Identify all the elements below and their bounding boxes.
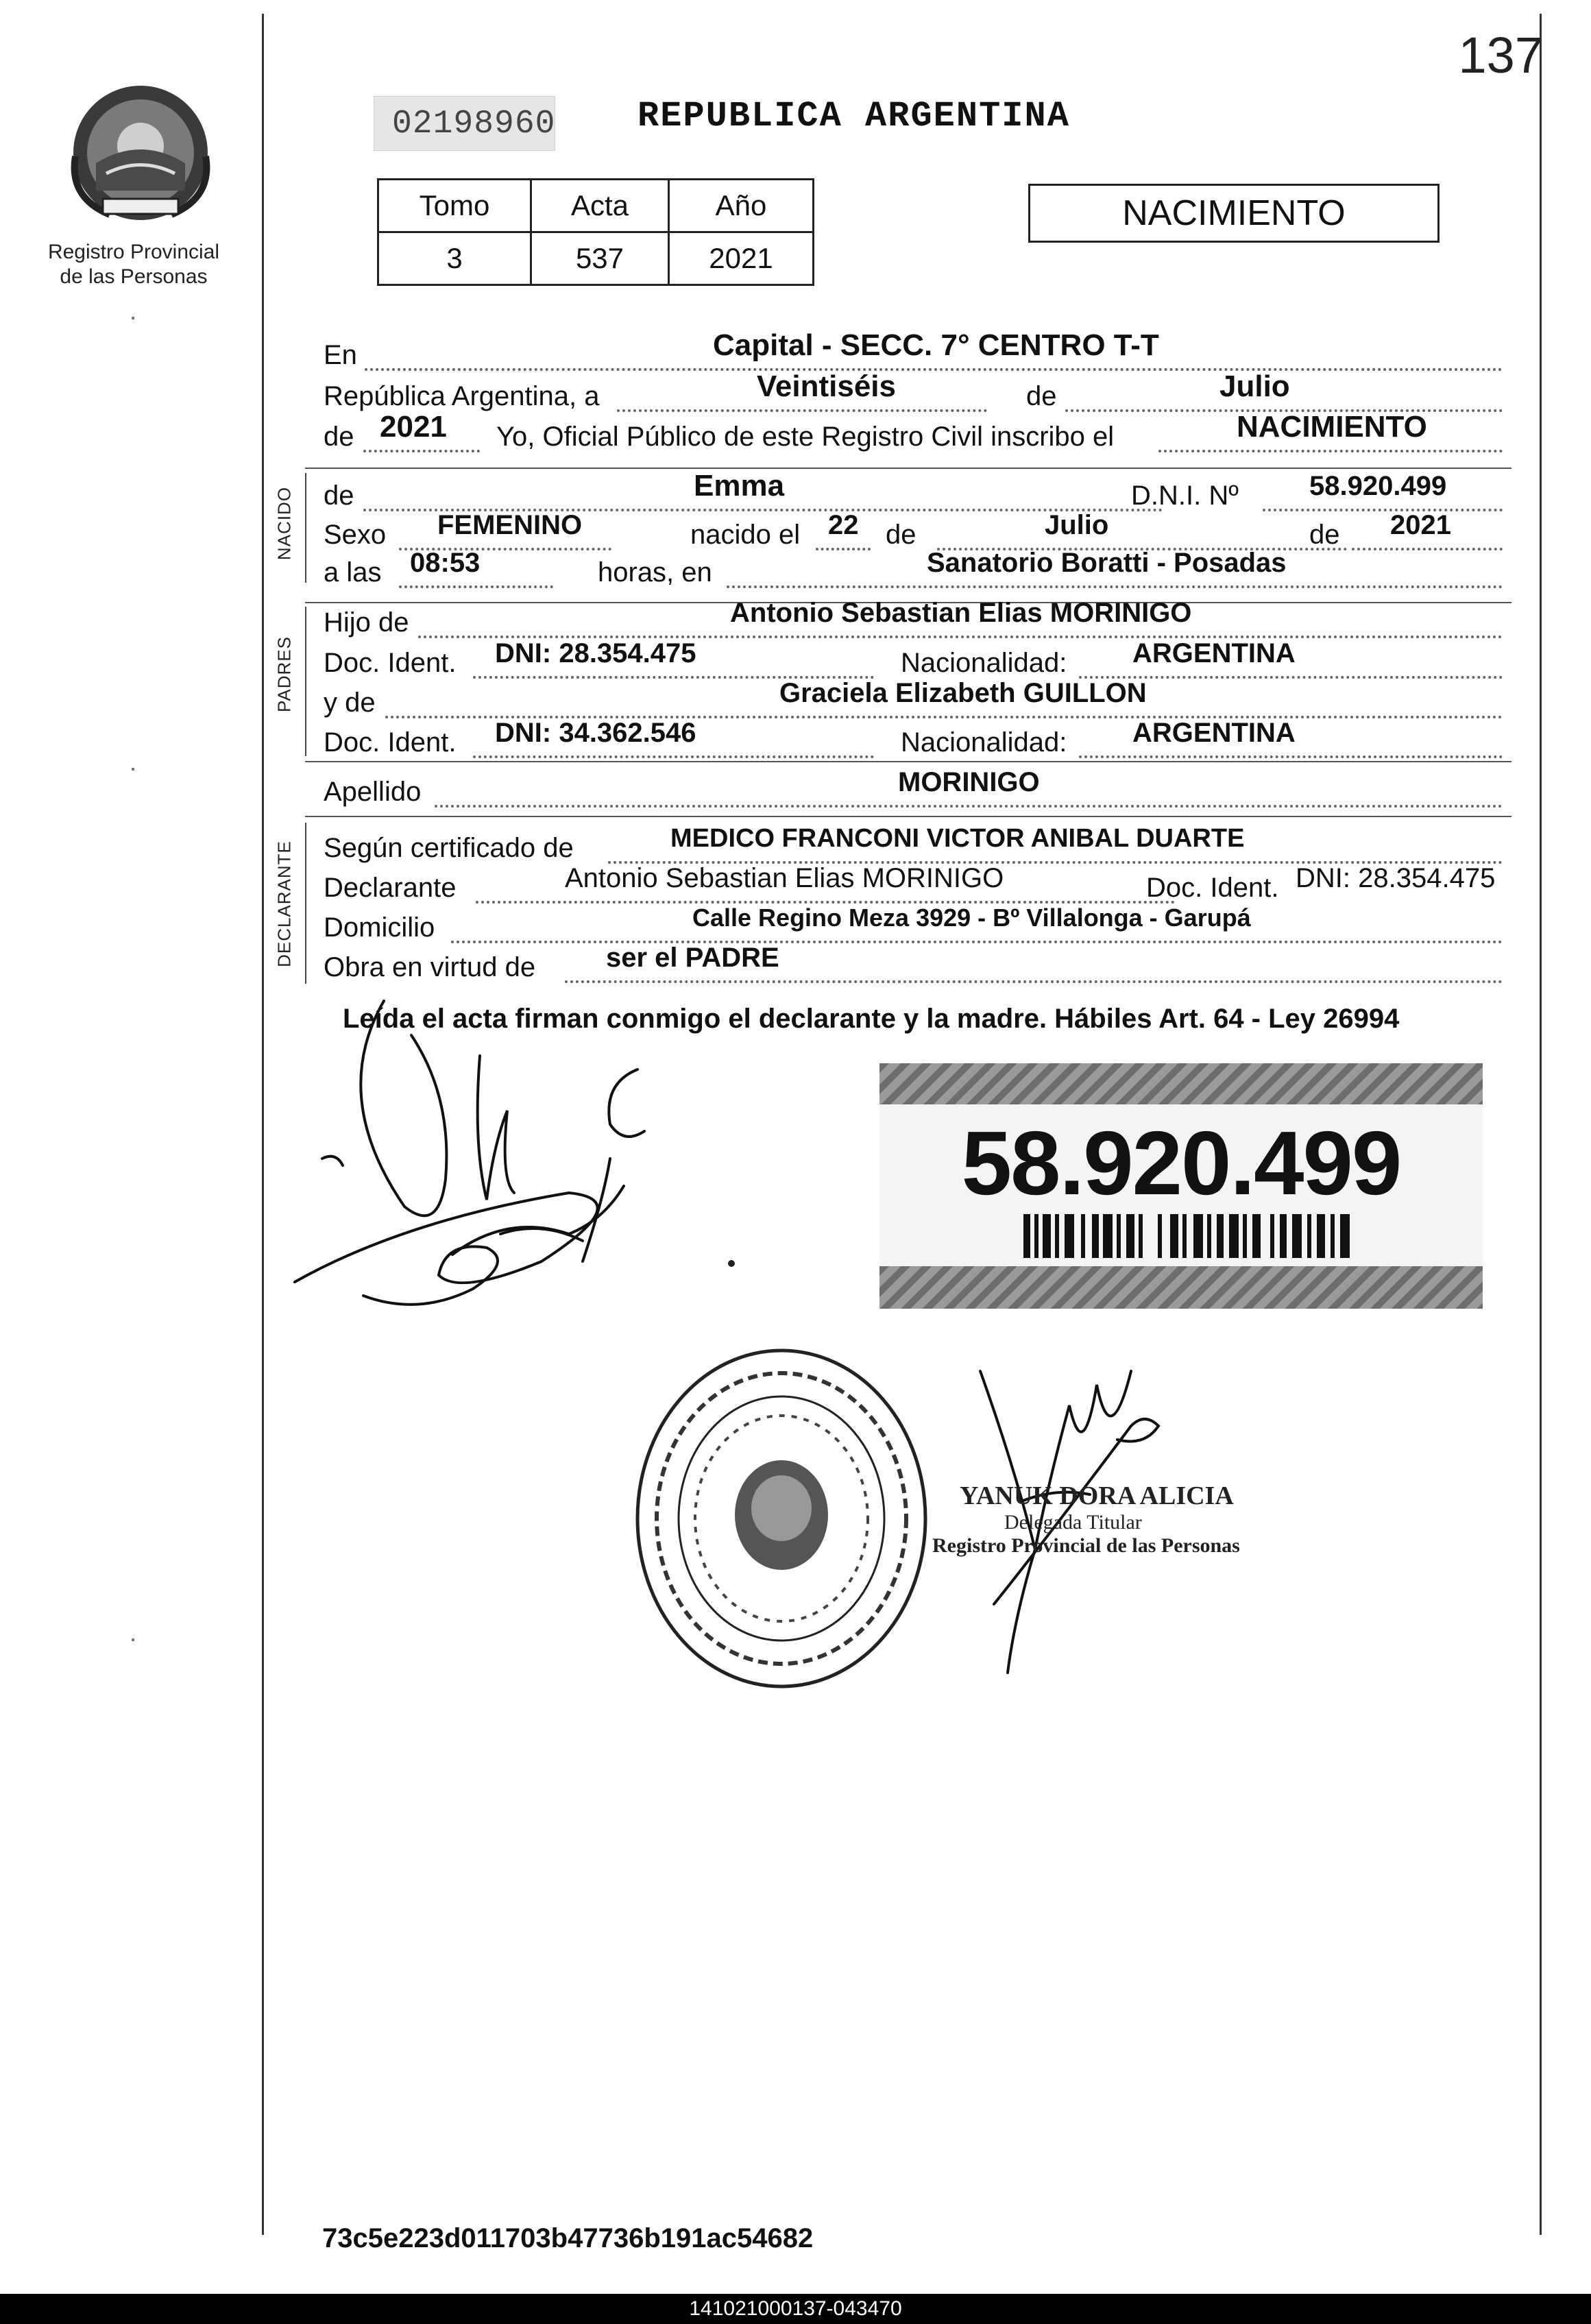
- birth-day-value: 22: [828, 510, 859, 540]
- ink-dot: [728, 1260, 735, 1267]
- row-officer: [324, 410, 1509, 454]
- place-value: Capital - SECC. 7° CENTRO T-T: [713, 328, 1159, 362]
- dotted-line: [816, 548, 871, 550]
- de-label: de: [324, 422, 354, 452]
- margin-mark: [132, 1638, 134, 1641]
- dotted-line: [399, 585, 553, 588]
- certificado-value: MEDICO FRANCONI VICTOR ANIBAL DUARTE: [670, 824, 1245, 853]
- mother-nationality-value: ARGENTINA: [1132, 718, 1296, 748]
- nacido-bracket: [305, 473, 306, 583]
- declarante-doc-value: DNI: 28.354.475: [1296, 863, 1496, 893]
- a-las-label: a las: [324, 557, 382, 588]
- row-place: [324, 328, 1509, 372]
- dotted-line: [617, 409, 987, 412]
- provincia-misiones-logo: [69, 81, 212, 225]
- nacido-el-label: nacido el: [690, 520, 801, 550]
- de-label: de: [886, 520, 916, 550]
- father-nationality-value: ARGENTINA: [1132, 638, 1296, 668]
- time-value: 08:53: [410, 548, 481, 578]
- horas-label: horas, en: [598, 557, 712, 588]
- row-father-doc: [324, 638, 1509, 680]
- country-label: República Argentina, a: [324, 381, 600, 411]
- row-mother-doc: [324, 718, 1509, 760]
- padres-side-label: PADRES: [274, 636, 295, 712]
- declarant-signature: [281, 973, 720, 1330]
- sexo-label: Sexo: [324, 520, 387, 550]
- dotted-line: [435, 805, 1503, 808]
- dotted-line: [1079, 755, 1503, 758]
- dni-label: D.N.I. Nº: [1131, 481, 1239, 511]
- nacido-side-label: NACIDO: [274, 486, 295, 561]
- dotted-line: [1158, 450, 1503, 452]
- doc-ident-label: Doc. Ident.: [324, 648, 457, 678]
- dni-number-sticker: [879, 1063, 1483, 1309]
- obra-label: Obra en virtud de: [324, 952, 536, 982]
- dotted-line: [1352, 548, 1503, 550]
- birth-month-value: Julio: [1045, 510, 1109, 540]
- act-kind-value: NACIMIENTO: [1237, 410, 1427, 444]
- footer-code-bar: 141021000137-043470: [0, 2294, 1591, 2324]
- domicilio-value: Calle Regino Meza 3929 - Bº Villalonga - Garupá: [692, 904, 1251, 932]
- domicilio-label: Domicilio: [324, 912, 435, 943]
- official-office: Registro Provincial de las Personas: [932, 1534, 1240, 1557]
- acta-value: 537: [531, 232, 669, 285]
- y-de-label: y de: [324, 688, 376, 718]
- padres-bracket: [305, 607, 306, 756]
- right-margin-line: [1540, 14, 1542, 2235]
- month-value: Julio: [1219, 370, 1290, 403]
- birth-year-value: 2021: [1390, 510, 1451, 540]
- doc-ident-label: Doc. Ident.: [1146, 873, 1279, 903]
- anio-value: 2021: [669, 232, 814, 285]
- en-label: En: [324, 340, 357, 370]
- margin-mark: [132, 768, 134, 771]
- father-doc-value: DNI: 28.354.475: [495, 638, 696, 668]
- acta-header: Acta: [531, 180, 669, 232]
- apellido-label: Apellido: [324, 777, 422, 807]
- closing-statement: Leída el acta firman conmigo el declarante y la madre. Hábiles Art. 64 - Ley 26994: [343, 1004, 1400, 1034]
- nacionalidad-label: Nacionalidad:: [901, 727, 1067, 758]
- day-words-value: Veintiséis: [757, 370, 897, 403]
- child-dni-value: 58.920.499: [1309, 471, 1447, 501]
- section-separator: [305, 816, 1511, 817]
- certificado-label: Según certificado de: [324, 833, 574, 863]
- serial-number: 02198960: [374, 96, 555, 151]
- doc-ident-label: Doc. Ident.: [324, 727, 457, 758]
- registro-label-line2: de las Personas: [60, 265, 208, 288]
- official-name: YANUK DORA ALICIA: [960, 1481, 1234, 1510]
- dotted-line: [363, 450, 480, 452]
- row-mother: [324, 678, 1509, 720]
- tomo-value: 3: [378, 232, 531, 285]
- dotted-line: [727, 585, 1503, 588]
- country-title: REPUBLICA ARGENTINA: [637, 96, 1070, 136]
- declarante-side-label: DECLARANTE: [274, 840, 295, 967]
- barcode: [1023, 1214, 1352, 1258]
- row-date: [324, 370, 1509, 413]
- de-label: de: [1309, 520, 1340, 550]
- row-sex-birth: [324, 510, 1509, 552]
- row-apellido: [324, 767, 1509, 809]
- row-domicilio: [324, 904, 1509, 945]
- nacionalidad-label: Nacionalidad:: [901, 648, 1067, 678]
- sticker-top-pattern: [879, 1063, 1483, 1104]
- dotted-line: [365, 368, 1503, 371]
- section-separator: [305, 761, 1511, 762]
- dotted-line: [473, 755, 874, 758]
- page-number: 137: [1458, 27, 1543, 84]
- registro-label-line1: Registro Provincial: [47, 241, 220, 263]
- birth-place-value: Sanatorio Boratti - Posadas: [927, 548, 1287, 578]
- child-name-value: Emma: [694, 469, 785, 503]
- left-margin-line: [262, 14, 264, 2235]
- declarante-label: Declarante: [324, 873, 457, 903]
- row-time-place: [324, 548, 1509, 590]
- act-type-box: NACIMIENTO: [1028, 184, 1440, 243]
- dotted-line: [1263, 509, 1503, 511]
- obra-value: ser el PADRE: [606, 943, 779, 973]
- hijo-de-label: Hijo de: [324, 607, 409, 638]
- official-stamp: [932, 1481, 1240, 1558]
- mother-doc-value: DNI: 34.362.546: [495, 718, 696, 748]
- registro-provincial-label: [27, 240, 240, 289]
- year-value: 2021: [380, 410, 447, 444]
- row-father: [324, 598, 1509, 640]
- tomo-header: Tomo: [378, 180, 531, 232]
- official-title: Delegada Titular: [1004, 1511, 1142, 1534]
- anio-header: Año: [669, 180, 814, 232]
- declarante-value: Antonio Sebastian Elias MORINIGO: [565, 863, 1004, 893]
- de-label: de: [324, 481, 354, 511]
- sexo-value: FEMENINO: [437, 510, 583, 540]
- father-name-value: Antonio Sebastian Elias MORINIGO: [730, 598, 1192, 628]
- row-declarante: [324, 863, 1509, 905]
- de-label: de: [1026, 381, 1057, 411]
- apellido-value: MORINIGO: [898, 767, 1040, 797]
- register-table: [377, 178, 814, 286]
- sticker-bottom-pattern: [879, 1266, 1483, 1309]
- mother-name-value: Graciela Elizabeth GUILLON: [779, 678, 1147, 708]
- declarante-bracket: [305, 823, 306, 984]
- row-certificado: [324, 824, 1509, 865]
- margin-mark: [132, 317, 134, 319]
- official-seal: [631, 1344, 932, 1693]
- sticker-dni-number: 58.920.499: [961, 1113, 1401, 1213]
- officer-text: Yo, Oficial Público de este Registro Civil inscribo el: [496, 422, 1115, 452]
- document-hash: 73c5e223d011703b47736b191ac54682: [322, 2223, 814, 2253]
